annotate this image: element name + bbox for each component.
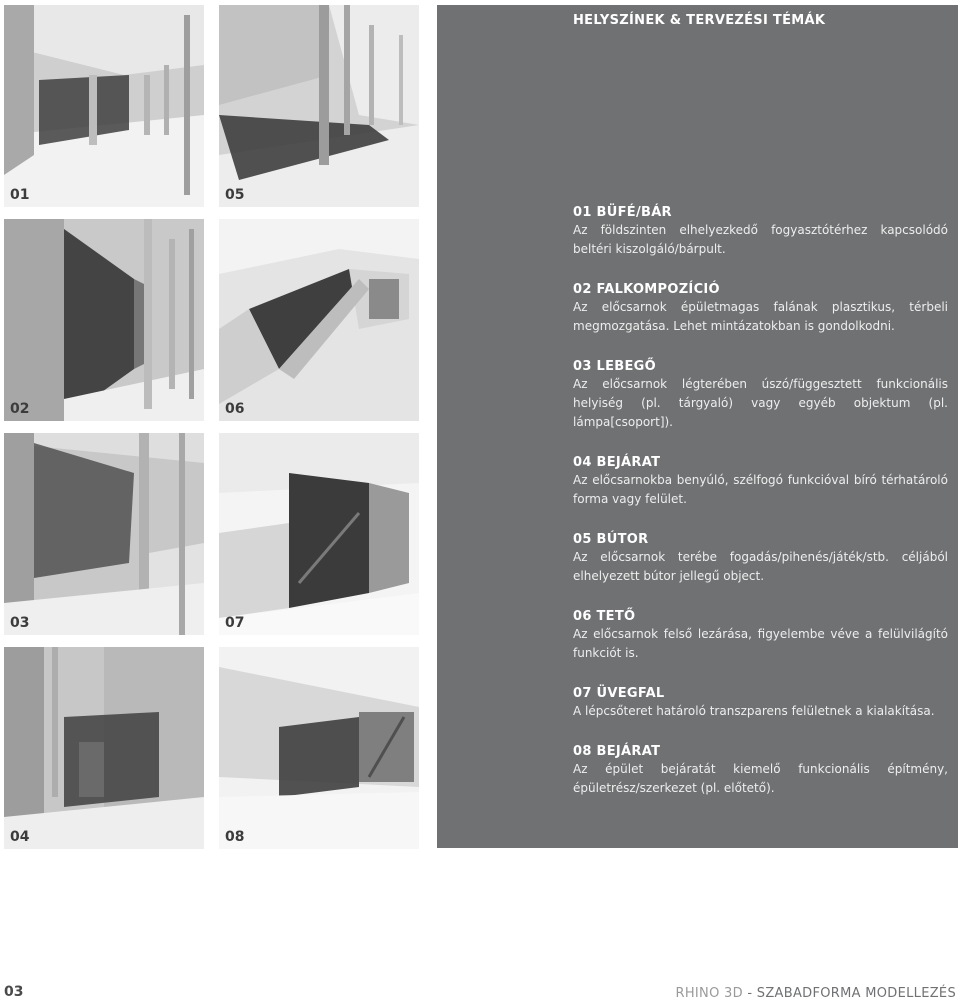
topic-title: 01 BÜFÉ/BÁR [573, 205, 672, 220]
render-02-image [4, 219, 204, 421]
topics-panel [437, 5, 958, 848]
footer-title-course: - SZABADFORMA MODELLEZÉS [742, 986, 956, 1001]
topic-title: 05 BÚTOR [573, 532, 649, 547]
render-02-number: 02 [10, 401, 30, 417]
render-07 [219, 433, 419, 635]
footer-title-software: RHINO 3D [675, 986, 743, 1001]
topic-title: 02 FALKOMPOZÍCIÓ [573, 282, 720, 297]
page-number: 03 [4, 984, 24, 1000]
topic-06 [573, 608, 948, 663]
render-07-number: 07 [225, 615, 245, 631]
render-08-number: 08 [225, 829, 245, 845]
topic-title: 04 BEJÁRAT [573, 455, 661, 470]
topic-08 [573, 743, 948, 798]
topic-title: 06 TETŐ [573, 609, 636, 624]
render-04-number: 04 [10, 829, 30, 845]
topic-description: Az földszinten elhelyezkedő fogyasztótérhez kapcsolódó beltéri kiszolgáló/bárpult. [573, 223, 948, 256]
topic-title: 07 ÜVEGFAL [573, 686, 665, 701]
render-06 [219, 219, 419, 421]
render-07-image [219, 433, 419, 635]
panel-title: HELYSZÍNEK & TERVEZÉSI TÉMÁK [573, 13, 826, 28]
render-03-number: 03 [10, 615, 30, 631]
topic-02 [573, 281, 948, 336]
topic-description: Az épület bejáratát kiemelő funkcionális építmény, épületrész/szerkezet (pl. előtető). [573, 762, 948, 795]
topic-description: Az előcsarnok légterében úszó/függesztett funkcionális helyiség (pl. tárgyaló) vagy egyéb objektum (pl. lámpa[csoport]). [573, 377, 948, 429]
topic-description: Az előcsarnok felső lezárása, figyelembe véve a felülvilágító funkciót is. [573, 627, 948, 660]
topic-description: A lépcsőteret határoló transzparens felületnek a kialakítása. [573, 704, 935, 718]
render-04 [4, 647, 204, 849]
topic-description: Az előcsarnok épületmagas falának plasztikus, térbeli megmozgatása. Lehet mintázatokban is gondolkodni. [573, 300, 948, 333]
render-06-number: 06 [225, 401, 245, 417]
topic-01 [573, 204, 948, 259]
render-05-image [219, 5, 419, 207]
topic-07 [573, 685, 948, 721]
topic-03 [573, 358, 948, 432]
topic-04 [573, 454, 948, 509]
render-02 [4, 219, 204, 421]
render-08-image [219, 647, 419, 849]
topic-description: Az előcsarnokba benyúló, szélfogó funkcióval bíró térhatároló forma vagy felület. [573, 473, 948, 506]
topic-list [573, 204, 948, 820]
render-05 [219, 5, 419, 207]
topic-title: 03 LEBEGŐ [573, 359, 656, 374]
render-01 [4, 5, 204, 207]
render-08 [219, 647, 419, 849]
topic-description: Az előcsarnok terébe fogadás/pihenés/játék/stb. céljából elhelyezett bútor jellegű object. [573, 550, 948, 583]
render-06-image [219, 219, 419, 421]
render-01-image [4, 5, 204, 207]
topic-05 [573, 531, 948, 586]
render-03 [4, 433, 204, 635]
render-01-number: 01 [10, 187, 30, 203]
render-04-image [4, 647, 204, 849]
footer-title [676, 986, 956, 1001]
topic-title: 08 BEJÁRAT [573, 744, 661, 759]
render-05-number: 05 [225, 187, 245, 203]
render-03-image [4, 433, 204, 635]
